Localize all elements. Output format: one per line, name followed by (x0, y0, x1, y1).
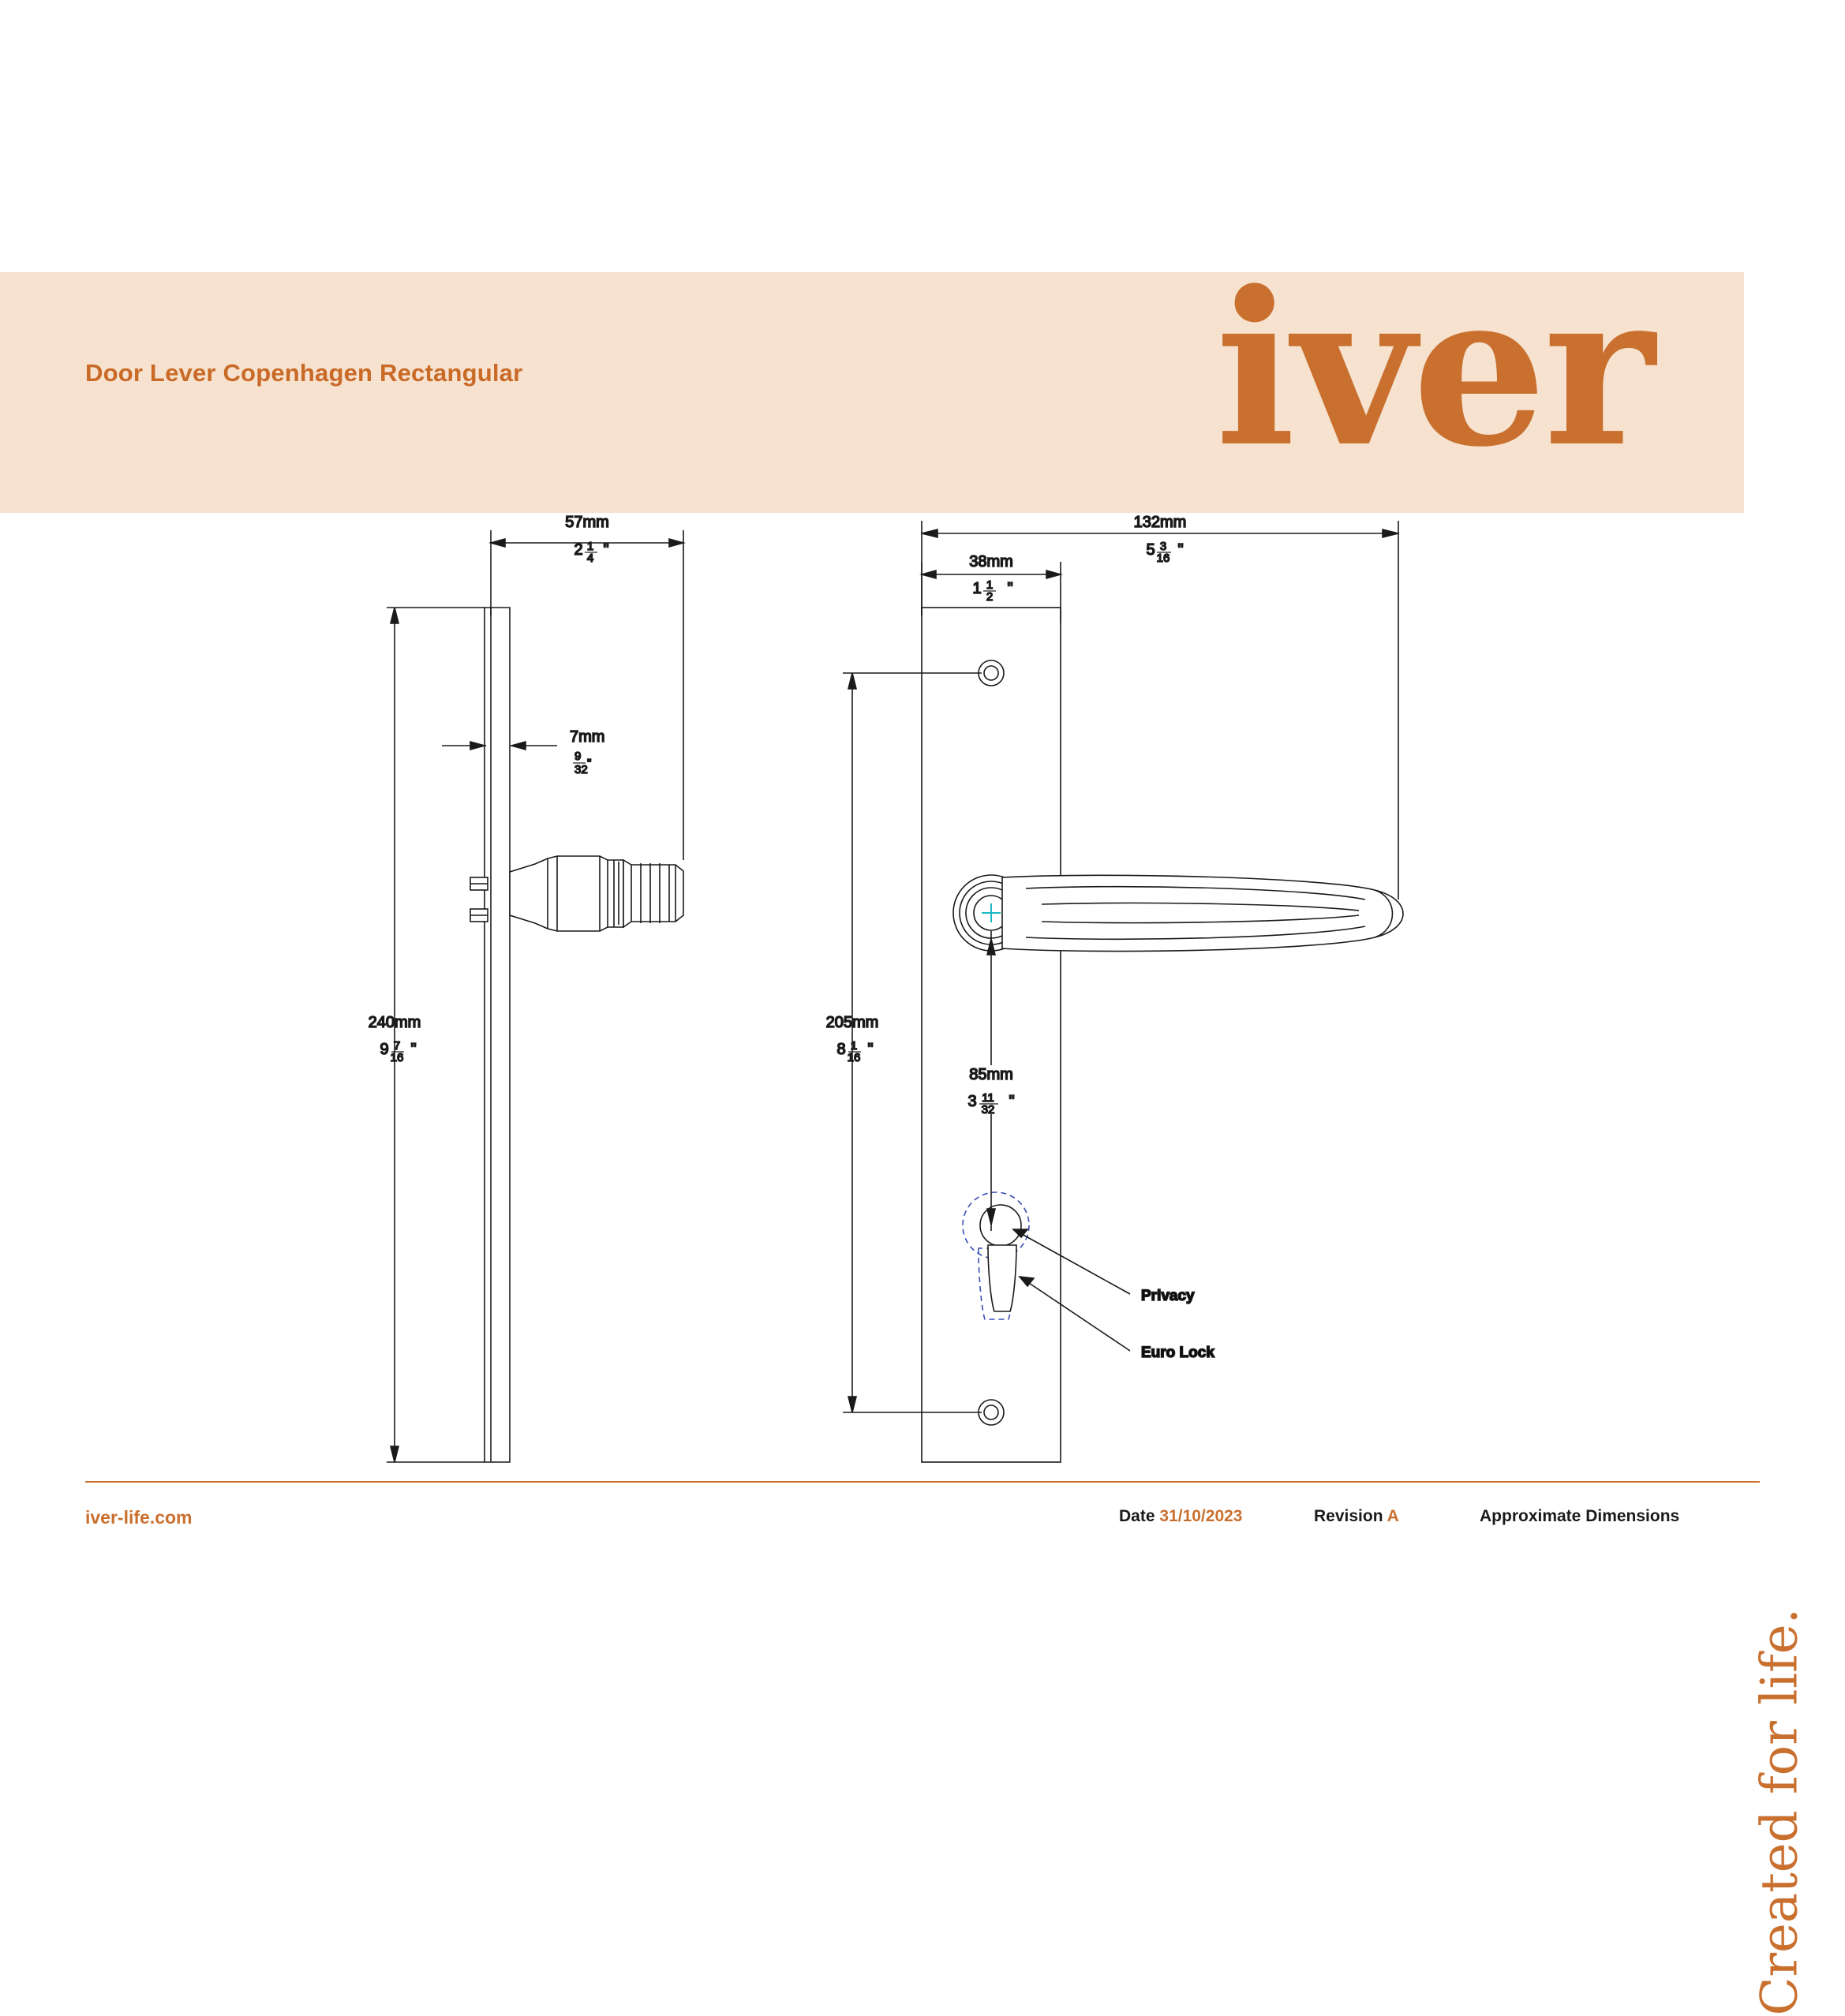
footer-note: Approximate Dimensions (1480, 1507, 1680, 1525)
svg-text:9: 9 (380, 1041, 389, 1058)
brand-logo: iver (1215, 245, 1652, 494)
svg-text:9: 9 (574, 750, 582, 763)
dim-240mm-label: 240mm (368, 1014, 421, 1031)
side-view-plate (485, 608, 510, 1462)
svg-text:7: 7 (393, 1039, 401, 1053)
dim-205mm-label: 205mm (825, 1014, 879, 1031)
dim-57mm-label: 57mm (565, 514, 609, 531)
dim-height-240 (387, 608, 485, 1462)
footer-website: iver-life.com (85, 1507, 193, 1528)
svg-text:1: 1 (986, 578, 994, 592)
svg-text:16: 16 (1156, 552, 1170, 565)
svg-text:": " (1007, 580, 1013, 597)
dim-132in-label (1146, 540, 1183, 565)
callout-eurolock-label: Euro Lock (1141, 1345, 1214, 1361)
svg-text:5: 5 (1146, 541, 1155, 559)
front-view-fixing-hole-bottom (979, 1400, 1004, 1425)
svg-text:": " (1177, 541, 1184, 559)
svg-text:1: 1 (850, 1039, 858, 1053)
svg-text:11: 11 (982, 1091, 994, 1105)
footer-date-label: Date (1119, 1507, 1155, 1525)
tagline: Created for life. (1750, 1608, 1809, 2016)
svg-text:8: 8 (836, 1041, 846, 1058)
footer-revision-value: A (1387, 1507, 1399, 1525)
footer-date-value: 31/10/2023 (1159, 1507, 1243, 1525)
dim-132mm-label: 132mm (1133, 514, 1187, 531)
svg-text:": " (1009, 1093, 1015, 1110)
dim-240in-label (380, 1039, 416, 1064)
dim-57in-label (574, 540, 608, 565)
svg-text:32: 32 (574, 763, 588, 776)
svg-text:1: 1 (972, 580, 982, 597)
svg-text:2: 2 (574, 541, 583, 559)
svg-text:16: 16 (390, 1051, 404, 1064)
svg-text:1: 1 (586, 540, 594, 553)
dim-7in-label (573, 750, 591, 776)
dim-side-width (491, 530, 683, 860)
dim-38in-label (972, 578, 1012, 604)
dim-205in-label (836, 1039, 873, 1064)
dim-7mm-label: 7mm (570, 728, 605, 746)
front-view-lever (953, 875, 1403, 952)
svg-text:": " (867, 1041, 874, 1058)
svg-text:4: 4 (586, 552, 594, 565)
svg-text:": " (603, 541, 609, 559)
footer-revision-label: Revision (1314, 1507, 1383, 1525)
front-view-fixing-hole-top (979, 660, 1004, 686)
svg-text:3: 3 (1159, 540, 1167, 553)
svg-text:": " (410, 1041, 417, 1058)
page-title: Door Lever Copenhagen Rectangular (85, 359, 523, 387)
svg-text:32: 32 (981, 1103, 995, 1116)
dim-38mm-label: 38mm (969, 553, 1013, 570)
svg-text:": " (587, 757, 592, 770)
callout-privacy-label: Privacy (1141, 1288, 1195, 1304)
svg-text:16: 16 (847, 1051, 861, 1064)
svg-text:2: 2 (986, 590, 994, 604)
svg-text:3: 3 (967, 1093, 977, 1110)
dim-85mm-label: 85mm (969, 1066, 1013, 1083)
